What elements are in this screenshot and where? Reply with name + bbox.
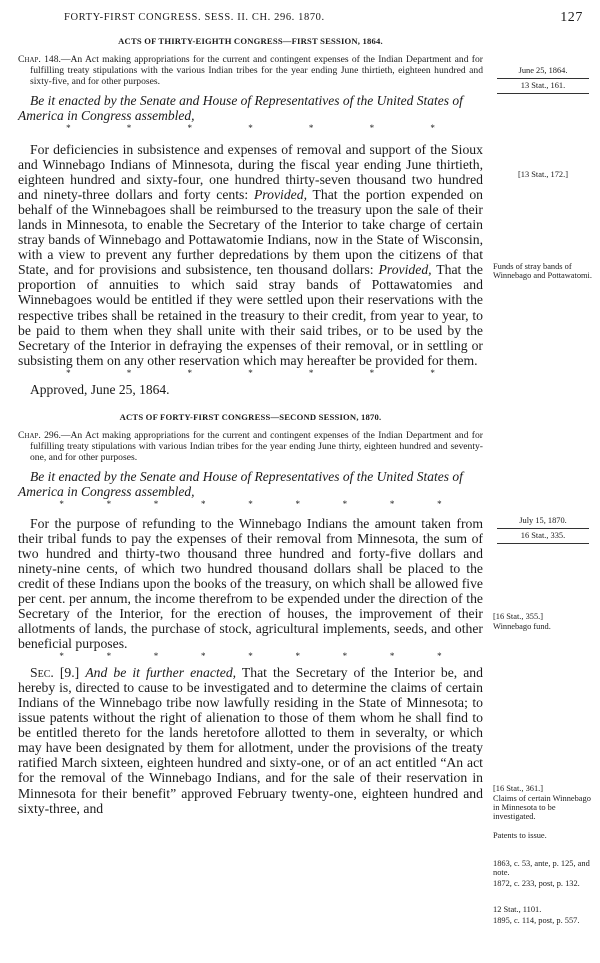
act1-approved-line: Approved, June 25, 1864. xyxy=(30,381,170,397)
star: * xyxy=(248,651,253,662)
act2-mid-stars xyxy=(18,651,483,662)
page-number: 127 xyxy=(560,10,583,25)
act1-end-stars xyxy=(18,368,483,379)
margin-patents-note: Patents to issue. xyxy=(493,831,547,840)
margin-stat-355: [16 Stat., 355.] xyxy=(493,612,544,621)
act1-body-start: For deficiencies in subsistence and expenses of removal and support of the Sioux and Winnebago Indians of Minnesota, during the fiscal year ending June thirtieth, eighteen hundred and sixty-four, one hundred thirty-seven thousand two hundred and ninety-three dollars and forty cents: xyxy=(18,142,483,203)
star: * xyxy=(59,498,64,509)
act1-proviso-1: Provided, xyxy=(253,187,308,203)
star: * xyxy=(126,367,132,378)
star: * xyxy=(342,651,348,662)
star: * xyxy=(389,651,395,662)
act1-ellipsis-stars xyxy=(18,123,483,134)
star: * xyxy=(59,651,64,662)
margin-ref-1895: 1895, c. 114, post, p. 557. xyxy=(493,916,580,925)
act1-heading: ACTS OF THIRTY-EIGHTH CONGRESS—FIRST SESSION, 1864. xyxy=(118,36,383,46)
star: * xyxy=(295,651,300,662)
margin-rule xyxy=(497,543,589,544)
margin-stat-cite: 16 Stat., 335. xyxy=(520,531,566,540)
act1-proviso-2: Provided, xyxy=(378,262,432,278)
star: * xyxy=(430,367,435,378)
act2-chapter-label: Chap. 296. xyxy=(18,429,61,441)
star: * xyxy=(389,498,395,509)
section-body: That the Secretary of the Interior be, and hereby is, directed to cause to be investigated and to determine the claims of certain Indians of the Winnebago tribe now lawfully residing in the State of Minnesota; to issue patents without the right of alienation to those of them whom he shall find to be entitled thereto for the lands heretofore allotted to them in severalty, or which may have been designated by them for allotment, under the provisions of the treaty ratified March sixteen, eighteen hundred and sixty-one, or of an act entitled “An act for the removal of the Winnebago Indians, and for the sale of their reservation in Minnesota for their benefit” approved February twenty-one, eighteen hundred and sixty-three, and xyxy=(18,665,483,816)
act1-chapter-text: —An Act making appropriations for the current and contingent expenses of the Indian Department and for fulfilling treaty stipulations with the various Indian tribes for the year ending June thirtieth, eighteen hundred and sixty-five, and for other purposes. xyxy=(30,54,483,87)
star: * xyxy=(437,651,442,662)
running-head xyxy=(28,10,583,28)
margin-claims-note: Claims of certain Winnebago in Minnesota to be investigated. xyxy=(493,794,591,821)
margin-date-text: June 25, 1864. xyxy=(518,66,568,75)
star: * xyxy=(187,123,192,133)
star: * xyxy=(430,123,435,133)
act2-chapter-title xyxy=(18,430,483,463)
star: * xyxy=(369,123,375,133)
star: * xyxy=(248,498,253,509)
margin-date-text: July 15, 1870. xyxy=(519,516,567,525)
margin-date-1864 xyxy=(493,66,593,96)
star: * xyxy=(106,498,112,509)
star: * xyxy=(342,498,348,509)
act2-enacting-clause: Be it enacted by the Senate and House of Representatives of the United States of America in Congress assembled, xyxy=(18,468,463,499)
star: * xyxy=(106,651,112,662)
act1-chapter-title xyxy=(18,54,483,87)
main-column xyxy=(18,36,483,816)
star: * xyxy=(66,367,71,378)
act2-section-9 xyxy=(18,665,483,815)
act2-chapter-text: —An Act making appropriations for the current and contingent expenses of the Indian Department and for fulfilling treaty stipulations with various Indian tribes for the year ending June thirty, eighteen hundred and seventy-one, and for other purposes. xyxy=(30,429,483,463)
star: * xyxy=(126,123,132,133)
star: * xyxy=(248,123,253,133)
star: * xyxy=(248,367,253,378)
margin-rule xyxy=(497,93,589,94)
section-label: Sec. [9.] xyxy=(30,665,80,681)
star: * xyxy=(295,498,300,509)
star: * xyxy=(201,498,206,509)
act2-heading: ACTS OF FORTY-FIRST CONGRESS—SECOND SESSION, 1870. xyxy=(119,411,382,422)
act1-body-end: That the proportion of annuities to which said stray bands of Pottawatomies and Winnebagoes would be entitled if they were settled upon their reservations with the respective tribes shall be retained in the treasury to their credit, from year to year, to be paid to them when they shall unite with their said tribes, or to be used by the Secretary of the Interior in defraying the expenses of their removal, or in settling or subsisting them on any other reservation which may hereafter be provided for them. xyxy=(18,262,483,368)
margin-ref-12stat: 12 Stat., 1101. xyxy=(493,905,542,914)
margin-rule xyxy=(497,78,589,79)
act1-enacting-clause: Be it enacted by the Senate and House of Representatives of the United States of America in Congress assembled, xyxy=(18,93,463,123)
act2-ellipsis-stars xyxy=(18,499,483,510)
star: * xyxy=(201,651,206,662)
star: * xyxy=(308,123,314,133)
act2-body: For the purpose of refunding to the Winnebago Indians the amount taken from their tribal funds to pay the expenses of their removal from Minnesota, the sum of two hundred and thirty-two thousand three hundred and forty-five dollars and ninety-nine cents, of which two hundred thousand dollars shall be placed to the credit of these Indians upon the books of the treasury, on which shall be allowed five per cent. per annum, the income therefrom to be expended under the direction of the Secretary of the Interior, for the erection of houses, the improvement of their allotments of lands, the purchase of stock, agricultural implements, seeds, and other beneficial purposes. xyxy=(18,515,483,652)
margin-date-1870 xyxy=(493,516,593,546)
star: * xyxy=(153,498,159,509)
margin-stat-cite: 13 Stat., 161. xyxy=(520,81,566,90)
margin-stray-bands-note: Funds of stray bands of Winnebago and Pottawatomi. xyxy=(493,262,592,280)
star: * xyxy=(153,651,159,662)
margin-stat-361: [16 Stat., 361.] xyxy=(493,784,544,793)
star: * xyxy=(308,367,314,378)
act1-body xyxy=(18,142,483,368)
running-head-text: FORTY-FIRST CONGRESS. SESS. II. CH. 296. 1870. xyxy=(64,12,325,23)
margin-ref-1863: 1863, c. 53, ante, p. 125, and note. xyxy=(493,859,590,877)
act1-chapter-label: Chap. 148. xyxy=(18,54,61,65)
margin-rule xyxy=(497,528,589,529)
star: * xyxy=(437,498,442,509)
star: * xyxy=(66,123,71,133)
margin-ref-1872: 1872, c. 233, post, p. 132. xyxy=(493,879,580,888)
star: * xyxy=(369,367,375,378)
section-enacting-words: And be it further enacted, xyxy=(85,665,237,681)
margin-stat-172: [13 Stat., 172.] xyxy=(517,170,568,179)
star: * xyxy=(187,367,192,378)
act1-body-middle: That the portion expended on behalf of the Winnebagoes shall be reimbursed to the treasury upon the sale of their lands in Minnesota, to enable the Secretary of the Interior to take charge of certain stray bands of Winnebago and Pottawatomie Indians, now in the State of Wisconsin, with a view to prevent any further depredations by them upon the citizens of that State, and for provisions and subsistence, ten thousand dollars: xyxy=(18,187,484,278)
margin-winnebago-fund: Winnebago fund. xyxy=(493,622,551,631)
